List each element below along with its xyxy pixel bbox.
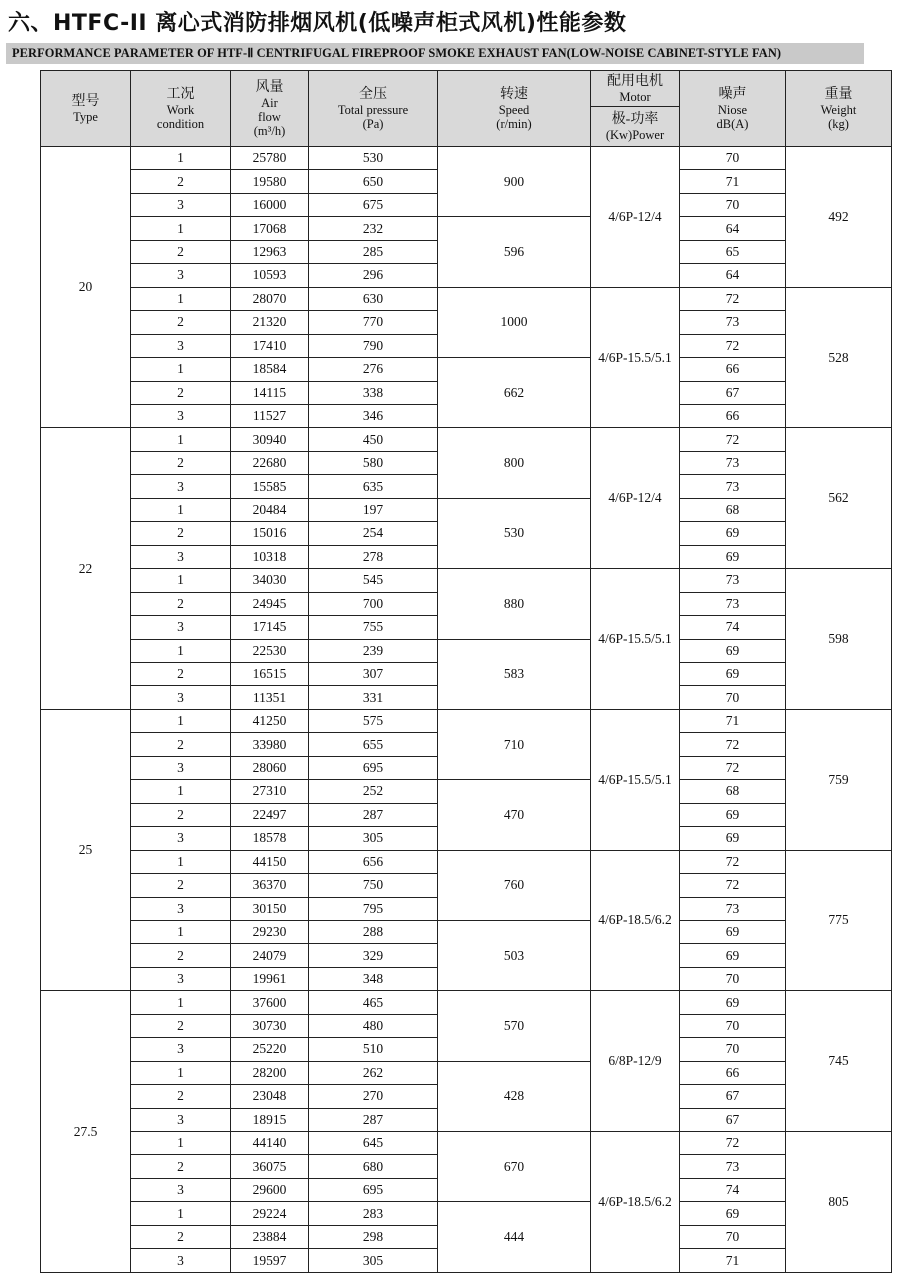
- airflow-cell: 14115: [231, 381, 309, 404]
- table-row: [41, 850, 892, 873]
- noise-cell: 73: [680, 897, 786, 920]
- table-row: [41, 1202, 892, 1225]
- airflow-cell: 15585: [231, 475, 309, 498]
- noise-cell: 64: [680, 264, 786, 287]
- airflow-cell: 10318: [231, 545, 309, 568]
- motor-cell: 6/8P-12/9: [591, 991, 680, 1132]
- noise-cell: 72: [680, 334, 786, 357]
- page-subtitle: PERFORMANCE PARAMETER OF HTF-Ⅱ CENTRIFUGAL FIREPROOF SMOKE EXHAUST FAN(LOW-NOISE CABINET-STYLE FAN): [12, 46, 782, 60]
- pressure-cell: 635: [309, 475, 438, 498]
- noise-cell: 69: [680, 803, 786, 826]
- airflow-cell: 29224: [231, 1202, 309, 1225]
- condition-cell: 2: [131, 240, 231, 263]
- noise-cell: 72: [680, 850, 786, 873]
- pressure-cell: 655: [309, 733, 438, 756]
- pressure-cell: 296: [309, 264, 438, 287]
- noise-cell: 70: [680, 193, 786, 216]
- noise-cell: 69: [680, 827, 786, 850]
- airflow-cell: 20484: [231, 498, 309, 521]
- table-row: [41, 147, 892, 170]
- airflow-cell: 30940: [231, 428, 309, 451]
- table-row: [41, 428, 892, 451]
- airflow-cell: 24079: [231, 944, 309, 967]
- pressure-cell: 656: [309, 850, 438, 873]
- airflow-cell: 19597: [231, 1249, 309, 1273]
- header-motor: 配用电机 Motor: [591, 71, 680, 107]
- table-row: [41, 991, 892, 1014]
- pressure-cell: 450: [309, 428, 438, 451]
- noise-cell: 73: [680, 1155, 786, 1178]
- table-row: [41, 639, 892, 662]
- speed-cell: 503: [438, 920, 591, 990]
- noise-cell: 66: [680, 404, 786, 427]
- speed-cell: 670: [438, 1132, 591, 1202]
- condition-cell: 1: [131, 569, 231, 592]
- airflow-cell: 10593: [231, 264, 309, 287]
- condition-cell: 3: [131, 1178, 231, 1201]
- motor-cell: 4/6P-12/4: [591, 428, 680, 569]
- airflow-cell: 29230: [231, 920, 309, 943]
- noise-cell: 72: [680, 874, 786, 897]
- condition-cell: 2: [131, 803, 231, 826]
- pressure-cell: 700: [309, 592, 438, 615]
- condition-cell: 1: [131, 428, 231, 451]
- condition-cell: 1: [131, 498, 231, 521]
- noise-cell: 66: [680, 358, 786, 381]
- airflow-cell: 36370: [231, 874, 309, 897]
- noise-cell: 68: [680, 780, 786, 803]
- airflow-cell: 18578: [231, 827, 309, 850]
- pressure-cell: 770: [309, 311, 438, 334]
- noise-cell: 68: [680, 498, 786, 521]
- noise-cell: 72: [680, 733, 786, 756]
- speed-cell: 583: [438, 639, 591, 709]
- airflow-cell: 29600: [231, 1178, 309, 1201]
- noise-cell: 66: [680, 1061, 786, 1084]
- condition-cell: 1: [131, 850, 231, 873]
- type-cell: 25: [41, 709, 131, 990]
- pressure-cell: 346: [309, 404, 438, 427]
- motor-cell: 4/6P-15.5/5.1: [591, 287, 680, 428]
- weight-cell: 492: [786, 147, 892, 288]
- noise-cell: 71: [680, 170, 786, 193]
- table-row: [41, 358, 892, 381]
- condition-cell: 2: [131, 1155, 231, 1178]
- noise-cell: 70: [680, 1225, 786, 1248]
- airflow-cell: 17410: [231, 334, 309, 357]
- noise-cell: 69: [680, 944, 786, 967]
- noise-cell: 73: [680, 475, 786, 498]
- noise-cell: 65: [680, 240, 786, 263]
- pressure-cell: 545: [309, 569, 438, 592]
- airflow-cell: 33980: [231, 733, 309, 756]
- airflow-cell: 18915: [231, 1108, 309, 1131]
- condition-cell: 3: [131, 334, 231, 357]
- condition-cell: 2: [131, 944, 231, 967]
- noise-cell: 72: [680, 428, 786, 451]
- speed-cell: 880: [438, 569, 591, 639]
- airflow-cell: 21320: [231, 311, 309, 334]
- pressure-cell: 510: [309, 1038, 438, 1061]
- noise-cell: 73: [680, 311, 786, 334]
- pressure-cell: 331: [309, 686, 438, 709]
- noise-cell: 72: [680, 1132, 786, 1155]
- airflow-cell: 16000: [231, 193, 309, 216]
- header-motor-power: 极-功率 (Kw)Power: [591, 107, 680, 147]
- airflow-cell: 37600: [231, 991, 309, 1014]
- speed-cell: 444: [438, 1202, 591, 1273]
- airflow-cell: 30730: [231, 1014, 309, 1037]
- noise-cell: 69: [680, 920, 786, 943]
- pressure-cell: 285: [309, 240, 438, 263]
- condition-cell: 3: [131, 1108, 231, 1131]
- noise-cell: 70: [680, 967, 786, 990]
- airflow-cell: 17068: [231, 217, 309, 240]
- pressure-cell: 755: [309, 616, 438, 639]
- weight-cell: 562: [786, 428, 892, 569]
- pressure-cell: 348: [309, 967, 438, 990]
- condition-cell: 1: [131, 217, 231, 240]
- condition-cell: 1: [131, 780, 231, 803]
- airflow-cell: 36075: [231, 1155, 309, 1178]
- airflow-cell: 11351: [231, 686, 309, 709]
- airflow-cell: 23884: [231, 1225, 309, 1248]
- type-cell: 20: [41, 147, 131, 428]
- pressure-cell: 695: [309, 756, 438, 779]
- noise-cell: 70: [680, 147, 786, 170]
- pressure-cell: 283: [309, 1202, 438, 1225]
- speed-cell: 428: [438, 1061, 591, 1131]
- noise-cell: 64: [680, 217, 786, 240]
- weight-cell: 745: [786, 991, 892, 1132]
- airflow-cell: 25220: [231, 1038, 309, 1061]
- condition-cell: 3: [131, 827, 231, 850]
- airflow-cell: 15016: [231, 522, 309, 545]
- pressure-cell: 650: [309, 170, 438, 193]
- table-row: [41, 920, 892, 943]
- pressure-cell: 695: [309, 1178, 438, 1201]
- table-row: [41, 287, 892, 310]
- motor-cell: 4/6P-18.5/6.2: [591, 1132, 680, 1273]
- table-row: [41, 498, 892, 521]
- table-body: [41, 147, 892, 1273]
- weight-cell: 528: [786, 287, 892, 428]
- airflow-cell: 28060: [231, 756, 309, 779]
- pressure-cell: 254: [309, 522, 438, 545]
- pressure-cell: 197: [309, 498, 438, 521]
- condition-cell: 1: [131, 920, 231, 943]
- noise-cell: 69: [680, 991, 786, 1014]
- motor-cell: 4/6P-15.5/5.1: [591, 569, 680, 710]
- airflow-cell: 27310: [231, 780, 309, 803]
- pressure-cell: 675: [309, 193, 438, 216]
- pressure-cell: 680: [309, 1155, 438, 1178]
- speed-cell: 900: [438, 147, 591, 217]
- airflow-cell: 44140: [231, 1132, 309, 1155]
- condition-cell: 2: [131, 1085, 231, 1108]
- noise-cell: 73: [680, 569, 786, 592]
- speed-cell: 470: [438, 780, 591, 850]
- condition-cell: 1: [131, 147, 231, 170]
- noise-cell: 73: [680, 592, 786, 615]
- pressure-cell: 480: [309, 1014, 438, 1037]
- pressure-cell: 465: [309, 991, 438, 1014]
- condition-cell: 2: [131, 874, 231, 897]
- header-pressure: 全压 Total pressure (Pa): [309, 71, 438, 147]
- pressure-cell: 329: [309, 944, 438, 967]
- condition-cell: 3: [131, 475, 231, 498]
- pressure-cell: 305: [309, 1249, 438, 1273]
- header-condition: 工况 Work condition: [131, 71, 231, 147]
- condition-cell: 3: [131, 1249, 231, 1273]
- noise-cell: 69: [680, 545, 786, 568]
- airflow-cell: 30150: [231, 897, 309, 920]
- speed-cell: 570: [438, 991, 591, 1061]
- performance-table: [40, 70, 892, 1273]
- speed-cell: 760: [438, 850, 591, 920]
- noise-cell: 71: [680, 709, 786, 732]
- condition-cell: 2: [131, 451, 231, 474]
- pressure-cell: 790: [309, 334, 438, 357]
- table-row: [41, 1132, 892, 1155]
- header-noise: 噪声 Niose dB(A): [680, 71, 786, 147]
- condition-cell: 1: [131, 639, 231, 662]
- condition-cell: 2: [131, 733, 231, 756]
- speed-cell: 800: [438, 428, 591, 498]
- airflow-cell: 44150: [231, 850, 309, 873]
- pressure-cell: 580: [309, 451, 438, 474]
- table-row: [41, 780, 892, 803]
- table-row: [41, 709, 892, 732]
- condition-cell: 2: [131, 522, 231, 545]
- condition-cell: 3: [131, 897, 231, 920]
- header-type: 型号 Type: [41, 71, 131, 147]
- speed-cell: 596: [438, 217, 591, 287]
- condition-cell: 1: [131, 1132, 231, 1155]
- pressure-cell: 287: [309, 803, 438, 826]
- weight-cell: 775: [786, 850, 892, 991]
- condition-cell: 1: [131, 991, 231, 1014]
- table-row: [41, 217, 892, 240]
- condition-cell: 1: [131, 1202, 231, 1225]
- noise-cell: 70: [680, 1038, 786, 1061]
- noise-cell: 67: [680, 1108, 786, 1131]
- condition-cell: 2: [131, 170, 231, 193]
- condition-cell: 3: [131, 756, 231, 779]
- airflow-cell: 41250: [231, 709, 309, 732]
- noise-cell: 69: [680, 522, 786, 545]
- type-cell: 27.5: [41, 991, 131, 1273]
- condition-cell: 2: [131, 1014, 231, 1037]
- header-airflow: 风量 Air flow (m³/h): [231, 71, 309, 147]
- condition-cell: 3: [131, 545, 231, 568]
- pressure-cell: 530: [309, 147, 438, 170]
- motor-cell: 4/6P-18.5/6.2: [591, 850, 680, 991]
- noise-cell: 71: [680, 1249, 786, 1273]
- condition-cell: 2: [131, 1225, 231, 1248]
- noise-cell: 73: [680, 451, 786, 474]
- weight-cell: 805: [786, 1132, 892, 1273]
- pressure-cell: 262: [309, 1061, 438, 1084]
- table-row: [41, 1061, 892, 1084]
- pressure-cell: 338: [309, 381, 438, 404]
- pressure-cell: 795: [309, 897, 438, 920]
- page-title: 六、HTFC-II 离心式消防排烟风机(低噪声柜式风机)性能参数: [8, 11, 627, 36]
- airflow-cell: 25780: [231, 147, 309, 170]
- pressure-cell: 307: [309, 662, 438, 685]
- pressure-cell: 645: [309, 1132, 438, 1155]
- condition-cell: 1: [131, 1061, 231, 1084]
- speed-cell: 662: [438, 358, 591, 428]
- noise-cell: 69: [680, 1202, 786, 1225]
- condition-cell: 2: [131, 662, 231, 685]
- airflow-cell: 34030: [231, 569, 309, 592]
- pressure-cell: 278: [309, 545, 438, 568]
- condition-cell: 2: [131, 592, 231, 615]
- airflow-cell: 19961: [231, 967, 309, 990]
- condition-cell: 2: [131, 381, 231, 404]
- airflow-cell: 22680: [231, 451, 309, 474]
- weight-cell: 598: [786, 569, 892, 710]
- airflow-cell: 23048: [231, 1085, 309, 1108]
- condition-cell: 3: [131, 264, 231, 287]
- noise-cell: 70: [680, 686, 786, 709]
- airflow-cell: 11527: [231, 404, 309, 427]
- pressure-cell: 252: [309, 780, 438, 803]
- speed-cell: 1000: [438, 287, 591, 357]
- airflow-cell: 22497: [231, 803, 309, 826]
- motor-cell: 4/6P-12/4: [591, 147, 680, 288]
- pressure-cell: 287: [309, 1108, 438, 1131]
- noise-cell: 69: [680, 662, 786, 685]
- pressure-cell: 232: [309, 217, 438, 240]
- airflow-cell: 19580: [231, 170, 309, 193]
- noise-cell: 69: [680, 639, 786, 662]
- pressure-cell: 270: [309, 1085, 438, 1108]
- pressure-cell: 288: [309, 920, 438, 943]
- condition-cell: 3: [131, 686, 231, 709]
- condition-cell: 3: [131, 616, 231, 639]
- condition-cell: 3: [131, 193, 231, 216]
- noise-cell: 70: [680, 1014, 786, 1037]
- airflow-cell: 22530: [231, 639, 309, 662]
- condition-cell: 3: [131, 1038, 231, 1061]
- airflow-cell: 28070: [231, 287, 309, 310]
- pressure-cell: 750: [309, 874, 438, 897]
- condition-cell: 3: [131, 967, 231, 990]
- noise-cell: 74: [680, 1178, 786, 1201]
- header-weight: 重量 Weight (kg): [786, 71, 892, 147]
- condition-cell: 2: [131, 311, 231, 334]
- speed-cell: 530: [438, 498, 591, 568]
- condition-cell: 3: [131, 404, 231, 427]
- motor-cell: 4/6P-15.5/5.1: [591, 709, 680, 850]
- noise-cell: 72: [680, 756, 786, 779]
- noise-cell: 67: [680, 381, 786, 404]
- type-cell: 22: [41, 428, 131, 709]
- noise-cell: 74: [680, 616, 786, 639]
- pressure-cell: 239: [309, 639, 438, 662]
- airflow-cell: 28200: [231, 1061, 309, 1084]
- noise-cell: 67: [680, 1085, 786, 1108]
- condition-cell: 1: [131, 287, 231, 310]
- pressure-cell: 305: [309, 827, 438, 850]
- condition-cell: 1: [131, 358, 231, 381]
- noise-cell: 72: [680, 287, 786, 310]
- airflow-cell: 18584: [231, 358, 309, 381]
- speed-cell: 710: [438, 709, 591, 779]
- airflow-cell: 24945: [231, 592, 309, 615]
- airflow-cell: 16515: [231, 662, 309, 685]
- airflow-cell: 12963: [231, 240, 309, 263]
- table-row: [41, 569, 892, 592]
- pressure-cell: 276: [309, 358, 438, 381]
- pressure-cell: 298: [309, 1225, 438, 1248]
- condition-cell: 1: [131, 709, 231, 732]
- pressure-cell: 630: [309, 287, 438, 310]
- airflow-cell: 17145: [231, 616, 309, 639]
- weight-cell: 759: [786, 709, 892, 850]
- pressure-cell: 575: [309, 709, 438, 732]
- header-speed: 转速 Speed (r/min): [438, 71, 591, 147]
